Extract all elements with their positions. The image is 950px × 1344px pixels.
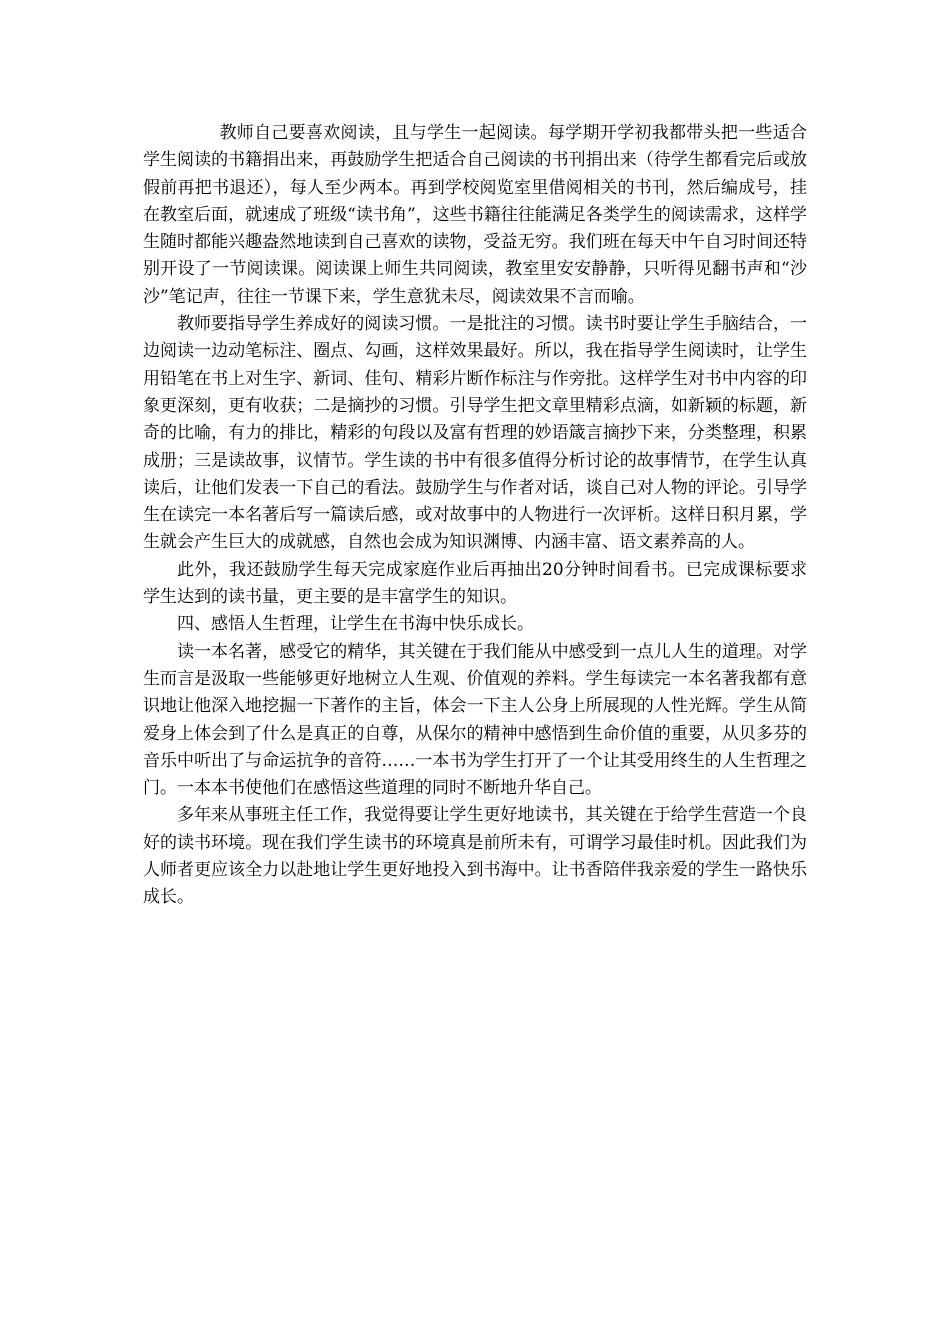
paragraph-reading-together: 教师自己要喜欢阅读，且与学生一起阅读。每学期开学初我都带头把一些适合学生阅读的书籍捐出来，再鼓励学生把适合自己阅读的书刊捐出来（待学生都看完后或放假前再把书退还），每人至少两本。再到学校阅览室里借阅相关的书刊，然后编成号，挂在教室后面，就速成了班级“读书角”，这些书籍往往能满足各类学生的阅读需求，这样学生随时都能兴趣盎然地读到自己喜欢的读物，受益无穷。我们班在每天中午自习时间还特别开设了一节阅读课。阅读课上师生共同阅读，教室里安安静静，只听得见翻书声和“沙沙”笔记声，往往一节课下来，学生意犹未尽，阅读效果不言而喻。 (143, 123, 807, 307)
paragraph-daily-reading: 此外，我还鼓励学生每天完成家庭作业后再抽出20分钟时间看书。已完成课标要求学生达到的读书量，更主要的是丰富学生的知识。 (143, 559, 807, 608)
document-body (143, 120, 807, 912)
paragraph-conclusion: 多年来从事班主任工作，我觉得要让学生更好地读书，其关键在于给学生营造一个良好的读书环境。现在我们学生读书的环境真是前所未有，可谓学习最佳时机。因此我们为人师者更应该全力以赴地让学生更好地投入到书海中。让书香陪伴我亲爱的学生一路快乐成长。 (143, 805, 807, 908)
paragraph-life-philosophy: 读一本名著，感受它的精华，其关键在于我们能从中感受到一点儿人生的道理。对学生而言是汲取一些能够更好地树立人生观、价值观的养料。学生每读完一本名著我都有意识地让他深入地挖掘一下著作的主旨，体会一下主人公身上所展现的人性光辉。学生从简爱身上体会到了什么是真正的自尊，从保尔的精神中感悟到生命价值的重要，从贝多芬的音乐中听出了与命运抗争的音符……一本书为学生打开了一个让其受用终生的人生哲理之门。一本本书使他们在感悟这些道理的同时不断地升华自己。 (143, 641, 807, 799)
section-heading-life-philosophy: 四、感悟人生哲理，让学生在书海中快乐成长。 (177, 614, 534, 635)
paragraph-reading-habits: 教师要指导学生养成好的阅读习惯。一是批注的习惯。读书时要让学生手脑结合，一边阅读一边动笔标注、圈点、勾画，这样效果最好。所以，我在指导学生阅读时，让学生用铅笔在书上对生字、新词、佳句、精彩片断作标注与作旁批。这样学生对书中内容的印象更深刻，更有收获；二是摘抄的习惯。引导学生把文章里精彩点滴，如新颖的标题，新奇的比喻，有力的排比，精彩的句段以及富有哲理的妙语箴言摘抄下来，分类整理，积累成册；三是读故事，议情节。学生读的书中有很多值得分析讨论的故事情节，在学生认真读后，让他们发表一下自己的看法。鼓励学生与作者对话，谈自己对人物的评论。引导学生在读完一本名著后写一篇读后感，或对故事中的人物进行一次评析。这样日积月累，学生就会产生巨大的成就感，自然也会成为知识渊博、内涵丰富、语文素养高的人。 (143, 314, 807, 553)
